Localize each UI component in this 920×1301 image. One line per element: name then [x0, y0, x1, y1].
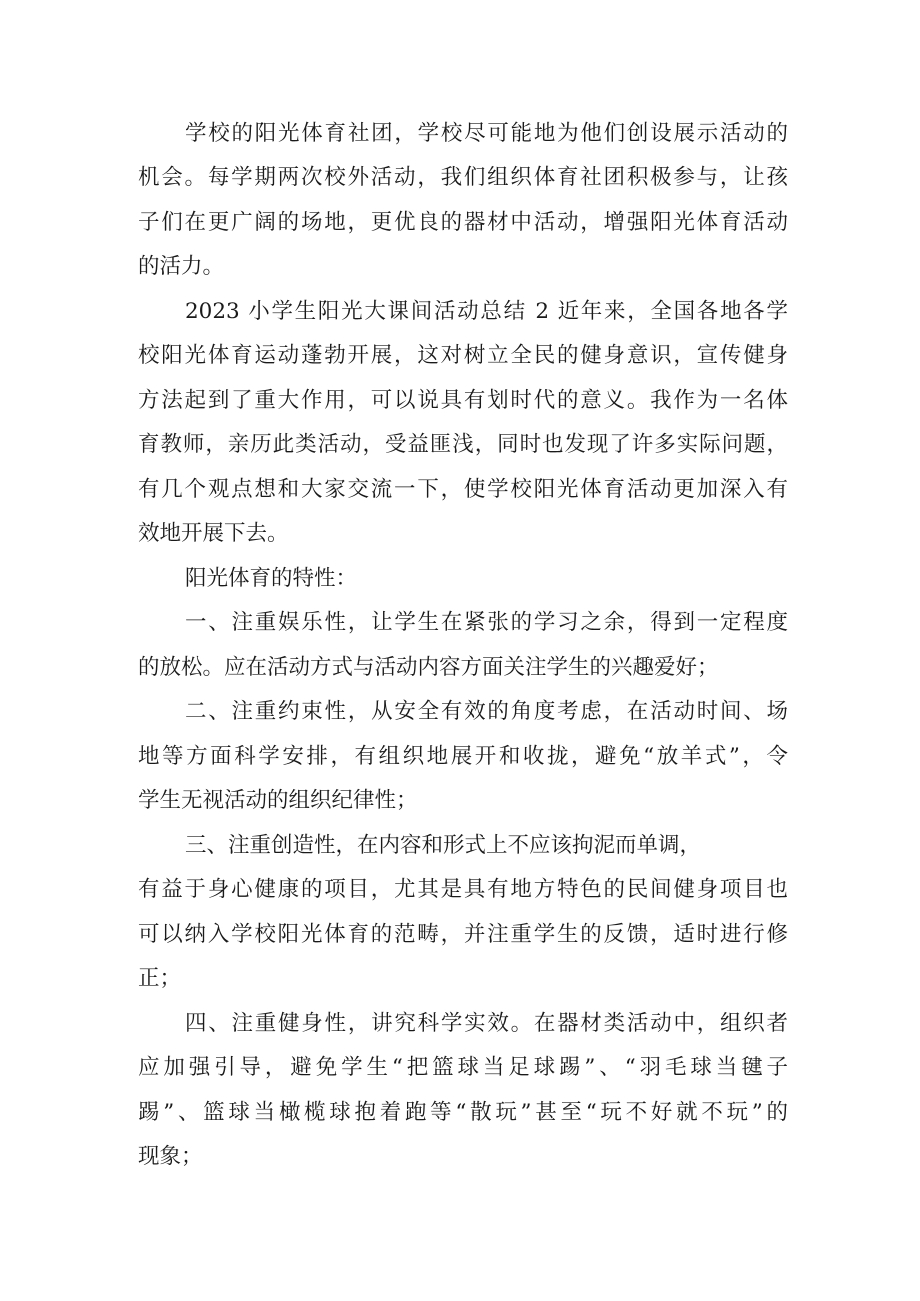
text-line: 正； [138, 966, 182, 991]
text-line: 学生无视活动的组织纪律性； [138, 788, 418, 813]
text-line: 踢”、篮球当橄榄球抱着跑等“散玩”甚至“玩不好就不玩”的 [138, 1100, 788, 1125]
text-line: 四、注重健身性，讲究科学实效。在器材类活动中，组织者 [185, 1011, 788, 1036]
text-line: 子们在更广阔的场地，更优良的器材中活动，增强阳光体育活动 [138, 210, 788, 235]
text-line: 地等方面科学安排，有组织地展开和收拢，避免“放羊式”，令 [138, 744, 788, 769]
text-line: 二、注重约束性，从安全有效的角度考虑，在活动时间、场 [185, 699, 788, 724]
text-line: 一、注重娱乐性，让学生在紧张的学习之余，得到一定程度 [185, 610, 788, 635]
text-line: 方法起到了重大作用，可以说具有划时代的意义。我作为一名体 [138, 388, 788, 413]
text-line: 应加强引导，避免学生“把篮球当足球踢”、“羽毛球当毽子 [138, 1055, 788, 1080]
text-line: 2023 小学生阳光大课间活动总结 2 近年来，全国各地各学 [185, 299, 788, 324]
text-line: 有益于身心健康的项目，尤其是具有地方特色的民间健身项目也 [138, 877, 788, 902]
text-line: 有几个观点想和大家交流一下，使学校阳光体育活动更加深入有 [138, 477, 788, 502]
text-line: 现象； [138, 1144, 203, 1169]
text-line: 的放松。应在活动方式与活动内容方面关注学生的兴趣爱好； [138, 655, 719, 680]
text-line: 校阳光体育运动蓬勃开展，这对树立全民的健身意识，宣传健身 [138, 343, 788, 368]
text-line: 育教师，亲历此类活动，受益匪浅，同时也发现了许多实际问题， [138, 432, 788, 457]
text-line: 的活力。 [138, 254, 225, 279]
text-line: 效地开展下去。 [138, 521, 289, 546]
text-line: 学校的阳光体育社团，学校尽可能地为他们创设展示活动的 [185, 121, 788, 146]
text-line: 可以纳入学校阳光体育的范畴，并注重学生的反馈，适时进行修 [138, 922, 788, 947]
text-line: 三、注重创造性，在内容和形式上不应该拘泥而单调， [185, 833, 702, 858]
section-heading: 阳光体育的特性： [185, 566, 358, 591]
text-line: 机会。每学期两次校外活动，我们组织体育社团积极参与，让孩 [138, 165, 788, 190]
